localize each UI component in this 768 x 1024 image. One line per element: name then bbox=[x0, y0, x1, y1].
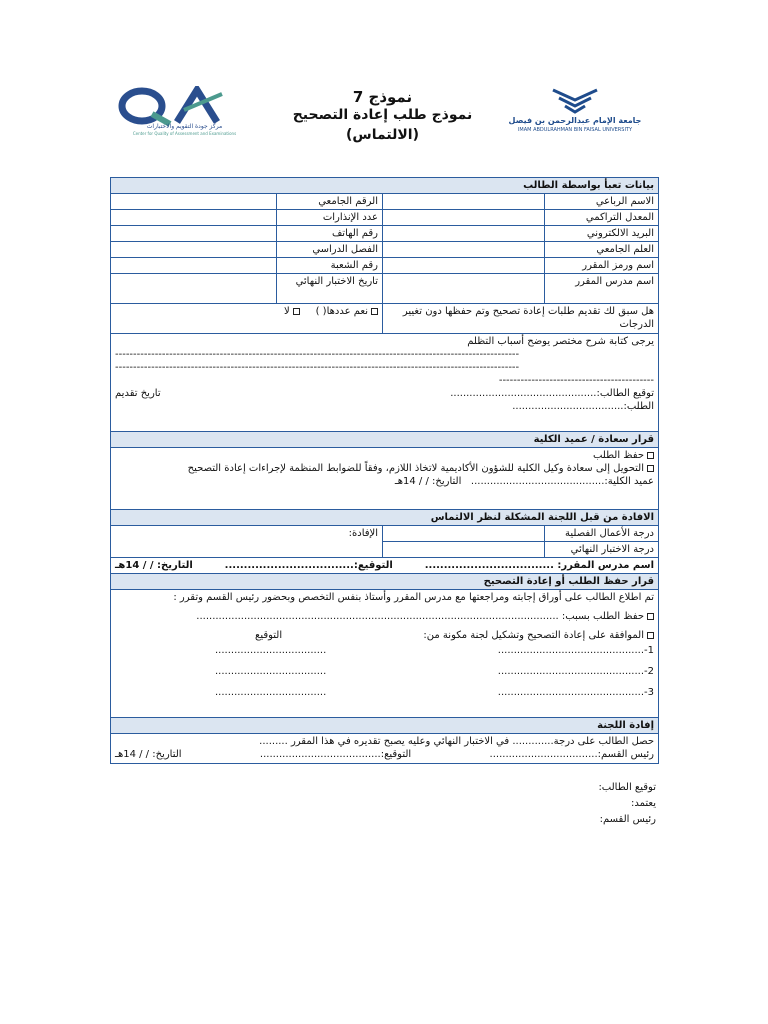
approve-label: الموافقة على إعادة التصحيح وتشكيل لجنة مكونة من: bbox=[423, 630, 645, 641]
member-3-signature: ................................... bbox=[215, 687, 327, 698]
qa-center-ar: مركز جودة التقويم والاختبارات bbox=[146, 123, 223, 130]
yes-label: نعم عددها( ) bbox=[315, 306, 369, 317]
dean-date: التاريخ: / / 14هـ bbox=[394, 476, 462, 487]
input-student-id[interactable] bbox=[111, 194, 277, 210]
result-date: التاريخ: / / 14هـ bbox=[115, 749, 182, 760]
member-2: 2-.............................................. bbox=[497, 666, 655, 677]
committee-signature: التوقيع:.................................. bbox=[224, 560, 393, 571]
member-2-signature: ................................... bbox=[215, 666, 327, 677]
input-email[interactable] bbox=[383, 226, 545, 242]
keep-decision bbox=[111, 590, 659, 718]
input-semester[interactable] bbox=[111, 242, 277, 258]
result-signature: التوقيع:...................................... bbox=[259, 749, 412, 760]
label-full-name: الاسم الرباعي bbox=[545, 194, 659, 210]
refer-label: التحويل إلى سعادة وكيل الكلية للشؤون الأكاديمية لاتخاذ اللازم، وفقاً للضوابط المنظمة لإجراءات إعادة التصحيح bbox=[187, 463, 645, 474]
submit-date-label: تاريخ تقديم bbox=[115, 388, 161, 399]
keep-request-label: حفظ الطلب bbox=[592, 450, 645, 461]
student-signature: توقيع الطالب:.............................................. bbox=[450, 388, 655, 399]
input-warnings[interactable] bbox=[111, 210, 277, 226]
label-section: رقم الشعبة bbox=[277, 258, 383, 274]
dash-line-1: ---------------------------------------------------------------------------------------------------------------- bbox=[115, 349, 520, 360]
label-final-exam-date: تاريخ الاختبار النهائي bbox=[277, 274, 383, 304]
result-statement: حصل الطالب على درجة............. في الاختبار النهائي وعليه يصبح تقديره في هذا المقرر ......... bbox=[259, 736, 655, 747]
label-warnings: عدد الإنذارات bbox=[277, 210, 383, 226]
input-major[interactable] bbox=[383, 242, 545, 258]
label-course: اسم ورمز المقرر bbox=[545, 258, 659, 274]
keep-section-title: قرار حفظ الطلب أو إعادة التصحيح bbox=[111, 574, 659, 590]
label-final-exam: درجة الاختبار النهائي bbox=[545, 542, 659, 558]
input-course[interactable] bbox=[383, 258, 545, 274]
input-instructor[interactable] bbox=[383, 274, 545, 304]
yes-checkbox[interactable] bbox=[371, 308, 378, 315]
member-3: 3-.............................................. bbox=[497, 687, 655, 698]
label-email: البريد الالكتروني bbox=[545, 226, 659, 242]
previous-requests-question: هل سبق لك تقديم طلبات إعادة تصحيح وتم حفظها دون تغيير الدرجات bbox=[383, 304, 659, 334]
input-final-exam[interactable] bbox=[383, 542, 545, 558]
input-semester-work[interactable] bbox=[383, 526, 545, 542]
dash-line-3: ------------------------------------------- bbox=[498, 375, 655, 386]
input-gpa[interactable] bbox=[383, 210, 545, 226]
input-phone[interactable] bbox=[111, 226, 277, 242]
uni-name-ar: جامعة الإمام عبدالرحمن بن فيصل bbox=[508, 116, 642, 125]
member-1-signature: ................................... bbox=[215, 645, 327, 656]
dash-line-2: ---------------------------------------------------------------------------------------------------------------- bbox=[115, 362, 520, 373]
approve-checkbox[interactable] bbox=[647, 632, 654, 639]
keep-reason-checkbox[interactable] bbox=[647, 613, 654, 620]
committee-result bbox=[111, 734, 659, 764]
label-major: العلم الجامعي bbox=[545, 242, 659, 258]
input-section[interactable] bbox=[111, 258, 277, 274]
form-number: نموذج 7 bbox=[352, 88, 413, 106]
qa-center-en: Center for Quality of Assessment and Examinations bbox=[132, 131, 237, 136]
head-of-dept-line: رئيس القسم:.................................. bbox=[489, 749, 655, 760]
university-logo bbox=[500, 86, 650, 136]
committee-info-title: الافادة من قبل اللجنة المشكلة لنظر الالتماس bbox=[111, 510, 659, 526]
input-final-exam-date[interactable] bbox=[111, 274, 277, 304]
label-instructor: اسم مدرس المقرر bbox=[545, 274, 659, 304]
explain-prompt: يرجى كتابة شرح مختصر يوضح أسباب التظلم bbox=[467, 336, 655, 347]
footer-student-signature: توقيع الطالب: bbox=[598, 782, 656, 793]
keep-request-checkbox[interactable] bbox=[647, 452, 654, 459]
previous-requests-options bbox=[111, 304, 383, 334]
uni-name-en: IMAM ABDULRAHMAN BIN FAISAL UNIVERSITY bbox=[517, 127, 633, 133]
form-subtitle: (الالتماس) bbox=[346, 127, 419, 143]
student-section-title: بيانات تعبأ بواسطة الطالب bbox=[111, 178, 659, 194]
committee-result-title: إفادة اللجنة bbox=[111, 718, 659, 734]
qa-logo bbox=[112, 86, 257, 138]
member-1: 1-.............................................. bbox=[497, 645, 655, 656]
dean-section-title: قرار سعادة / عميد الكلية bbox=[111, 432, 659, 448]
dean-signature: عميد الكلية:.......................................... bbox=[470, 476, 655, 487]
no-checkbox[interactable] bbox=[293, 308, 300, 315]
committee-statement[interactable]: الإفادة: bbox=[111, 526, 383, 558]
label-student-id: الرقم الجامعي bbox=[277, 194, 383, 210]
keep-reason: حفظ الطلب بسبب: .................................................................................................................. bbox=[196, 611, 645, 622]
no-label: لا bbox=[283, 306, 290, 317]
label-phone: رقم الهاتف bbox=[277, 226, 383, 242]
dean-decision bbox=[111, 448, 659, 510]
footer-approved: يعتمد: bbox=[630, 798, 656, 809]
label-semester: الفصل الدراسي bbox=[277, 242, 383, 258]
footer-head: رئيس القسم: bbox=[599, 814, 656, 825]
correction-request-form bbox=[110, 177, 659, 764]
instructor-line: اسم مدرس المقرر: .................................. bbox=[424, 560, 655, 571]
signature-column-label: التوقيع bbox=[255, 630, 283, 641]
committee-sign-row bbox=[111, 558, 659, 574]
label-gpa: المعدل التراكمي bbox=[545, 210, 659, 226]
committee-date: التاريخ: / / 14هـ bbox=[115, 560, 193, 571]
explanation-box[interactable] bbox=[111, 334, 659, 432]
input-full-name[interactable] bbox=[383, 194, 545, 210]
refer-checkbox[interactable] bbox=[647, 465, 654, 472]
request-date-line: الطلب:................................... bbox=[512, 401, 655, 412]
form-title: نموذج طلب إعادة التصحيح bbox=[292, 107, 473, 123]
keep-intro: تم اطلاع الطالب على أوراق إجابته ومراجعتها مع مدرس المقرر وأستاذ بنفس التخصص وبحضور رئيس القسم وتقرر : bbox=[173, 592, 655, 603]
label-semester-work: درجة الأعمال الفصلية bbox=[545, 526, 659, 542]
